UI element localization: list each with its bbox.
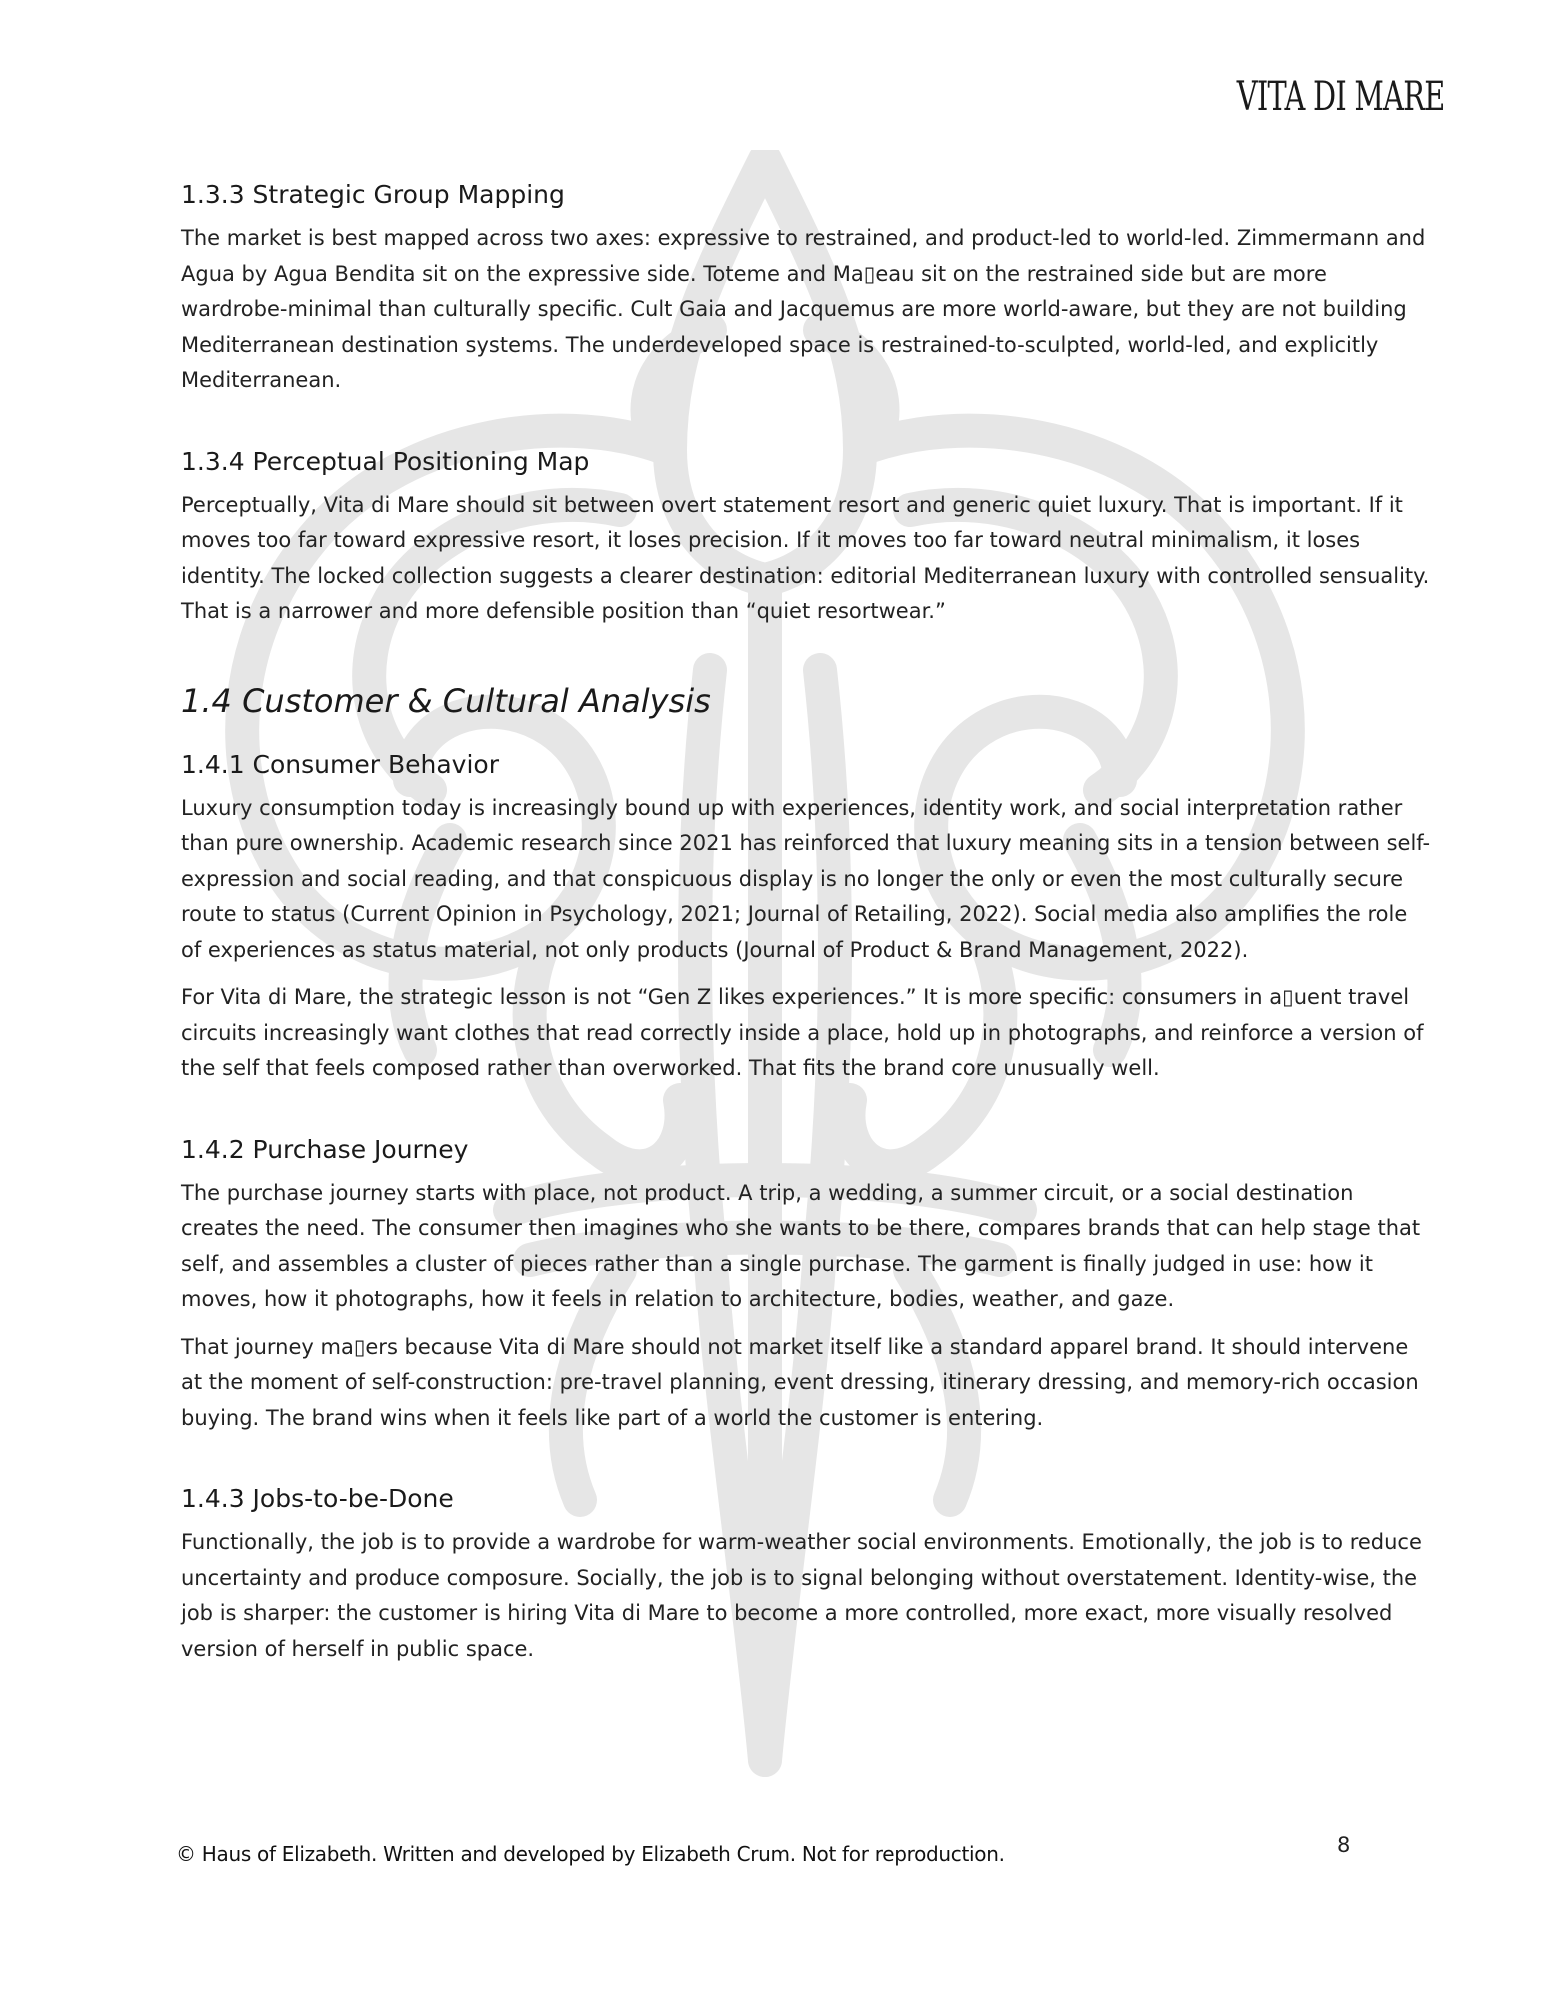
section-paragraph: Perceptually, Vita di Mare should sit between overt statement resort and generic quiet luxury. That is important. If it moves too far toward expressive resort, it loses precision. If it moves too far toward neutral minimalism, it loses identity. The locked collection suggests a clearer destination: editorial Mediterranean luxury with controlled sensuality. That is a narrower and more defensible position than “quiet resortwear.” [181, 492, 1430, 623]
section-paragraph: That journey ma▯ers because Vita di Mare should not market itself like a standard apparel brand. It should intervene at the moment of self-construction: pre-travel planning, event dressing, itinerary dressing, and memory-rich occasion buying. The brand wins when it feels like part of a world the customer is entering. [181, 1334, 1419, 1430]
section-paragraph: For Vita di Mare, the strategic lesson is not “Gen Z likes experiences.” It is more specific: consumers in a▯uent travel circuits increasingly want clothes that read correctly inside a place, hold up in photographs, and reinforce a version of the self that feels composed rather than overworked. That fits the brand core unusually well. [181, 985, 1424, 1080]
footer-copyright: © Haus of Elizabeth. Written and developed by Elizabeth Crum. Not for reproduction. [176, 1842, 1005, 1866]
page-number: 8 [1337, 1833, 1351, 1857]
section-heading: 1.4.2 Purchase Journey [181, 1134, 469, 1164]
section-heading: 1.3.3 Strategic Group Mapping [181, 180, 565, 209]
document-body [181, 180, 1431, 1679]
section-heading: 1.4.1 Consumer Behavior [181, 749, 499, 779]
section-paragraph: The market is best mapped across two axes: expressive to restrained, and product-led to world-led. Zimmermann and Agua by Agua Bendita sit on the expressive side. Toteme and Ma▯eau sit on the restrained side but are more wardrobe-minimal than culturally specific. Cult Gaia and Jacquemus are more world-aware, but they are not building Mediterranean destination systems. The underdeveloped space is restrained-to-sculpted, world-led, and explicitly Mediterranean. [181, 226, 1426, 392]
section-heading: 1.3.4 Perceptual Positioning Map [181, 446, 590, 476]
major-heading: 1.4 Customer & Cultural Analysis [181, 681, 711, 720]
section-paragraph: Functionally, the job is to provide a wardrobe for warm-weather social environments. Emotionally, the job is to reduce uncertainty and produce composure. Socially, the job is to signal belonging without overstatement. Identity-wise, the job is sharper: the customer is hiring Vita di Mare to become a more controlled, more exact, more visually resolved version of herself in public space. [181, 1530, 1422, 1661]
brand-logo: VITA DI MARE [1237, 74, 1445, 120]
section-heading: 1.4.3 Jobs-to-be-Done [181, 1484, 454, 1513]
section-paragraph: Luxury consumption today is increasingly bound up with experiences, identity work, and social interpretation rather than pure ownership. Academic research since 2021 has reinforced that luxury meaning sits in a tension between self-expression and social reading, and that conspicuous display is no longer the only or even the most culturally secure route to status (Current Opinion in Psychology, 2021; Journal of Retailing, 2022). Social media also amplifies the role of experiences as status material, not only products (Journal of Product & Brand Management, 2022). [181, 795, 1431, 962]
section-paragraph: The purchase journey starts with place, not product. A trip, a wedding, a summer circuit, or a social destination creates the need. The consumer then imagines who she wants to be there, compares brands that can help stage that self, and assembles a cluster of pieces rather than a single purchase. The garment is finally judged in use: how it moves, how it photographs, how it feels in relation to architecture, bodies, weather, and gaze. [181, 1180, 1421, 1311]
